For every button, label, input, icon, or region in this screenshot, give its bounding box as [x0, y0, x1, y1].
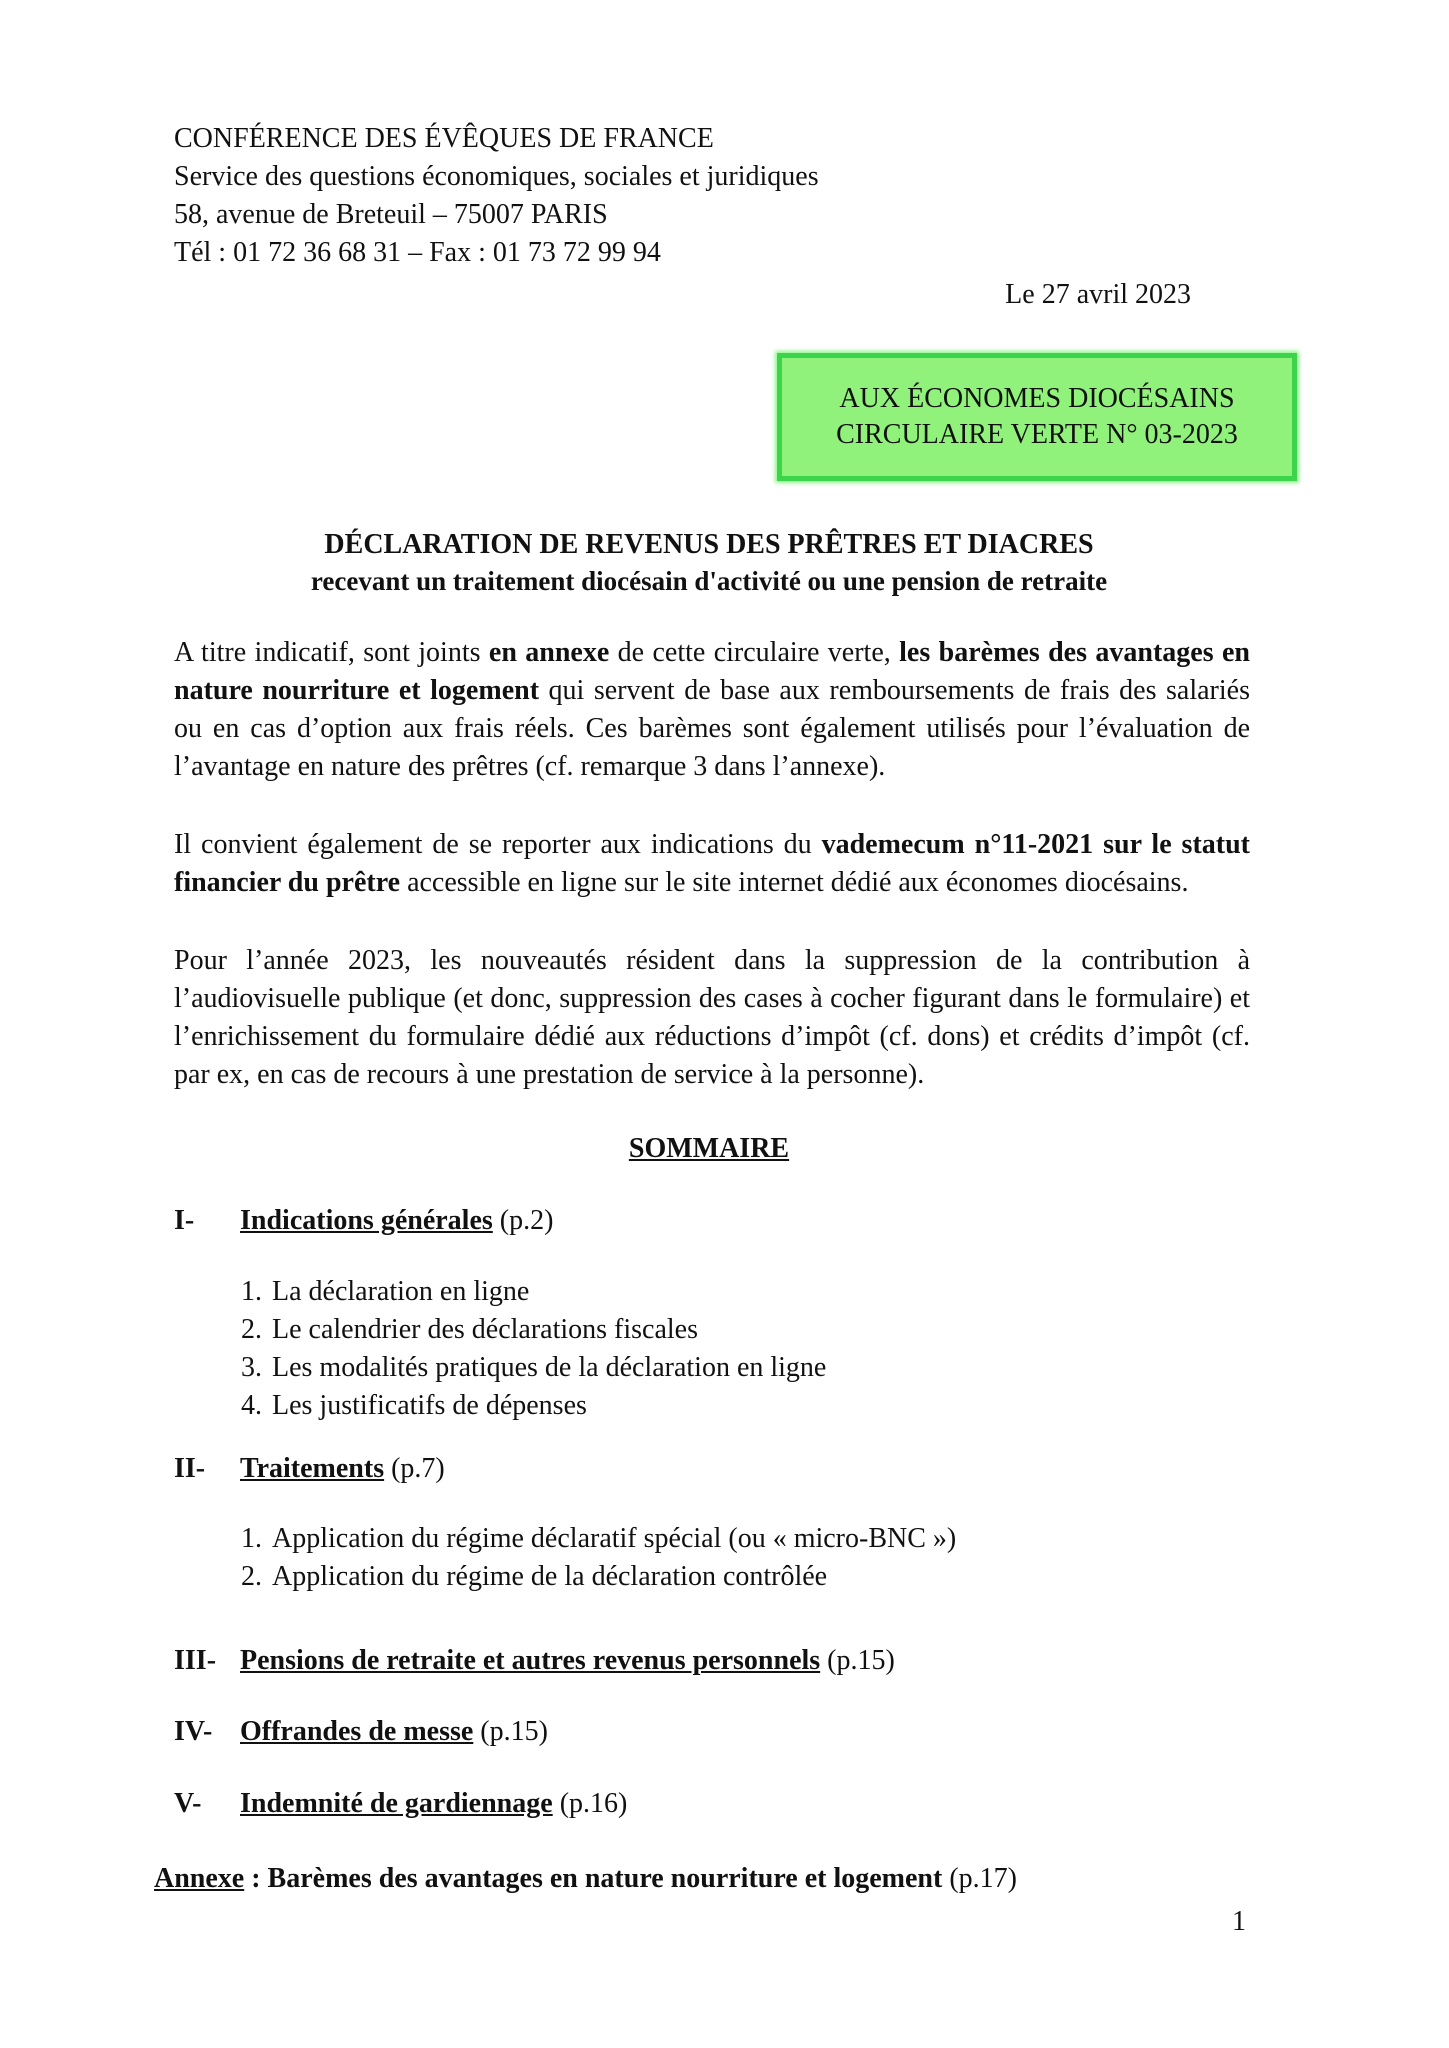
recipient-box [777, 353, 1297, 481]
bold-text: les barèmes des avantages en nature nourriture et logement [174, 637, 1250, 706]
item-text: Les justificatifs de dépenses [272, 1390, 587, 1421]
toc-section [174, 1202, 553, 1240]
section-number: III- [174, 1645, 217, 1676]
section-title: Traitements [240, 1453, 385, 1484]
section-title: Indications générales [240, 1205, 493, 1236]
section-number: IV- [174, 1716, 213, 1747]
annexe-label: Annexe [154, 1863, 245, 1894]
list-item [214, 1558, 956, 1596]
recipient-line: AUX ÉCONOMES DIOCÉSAINS [839, 383, 1235, 414]
item-number: 1. [241, 1523, 262, 1554]
list-item [214, 1387, 826, 1425]
bold-text: en annexe [488, 637, 610, 668]
item-number: 4. [241, 1390, 262, 1421]
sender-header [174, 120, 819, 272]
list-item [214, 1520, 956, 1558]
item-text: La déclaration en ligne [272, 1276, 530, 1307]
bold-text: vademecum n°11-2021 sur le statut financier du prêtre [174, 829, 1250, 898]
item-text: Application du régime de la déclaration contrôlée [272, 1561, 828, 1592]
item-text: Application du régime déclaratif spécial (ou « micro-BNC ») [272, 1523, 957, 1554]
intro-paragraph [174, 634, 1250, 786]
item-number: 1. [241, 1276, 262, 1307]
toc-sublist [214, 1273, 826, 1425]
document-subtitle: recevant un traitement diocésain d'activité ou une pension de retraite [310, 566, 1108, 596]
news-paragraph: Pour l’année 2023, les nouveautés résident dans la suppression de la contribution à l’audiovisuelle publique (et donc, suppression des cases à cocher figurant dans le formulaire) et l’enrichissement du formulaire dédié aux réductions d’impôt (cf. dons) et crédits d’impôt (cf. par ex, en cas de recours à une prestation de service à la personne). [174, 945, 1250, 1090]
text-run: de cette circulaire verte, [609, 637, 900, 668]
section-page: (p.2) [492, 1205, 554, 1236]
text-run: qui servent de base aux remboursements de frais des salariés ou en cas d’option aux frais réels. Ces barèmes sont également utilisés pour l’évaluation de l’avantage en nature des prêtres (cf. remarque 3 dans l’annexe). [174, 675, 1250, 782]
section-number: II- [174, 1453, 206, 1484]
section-page: (p.16) [552, 1788, 628, 1819]
contact-numbers: Tél : 01 72 36 68 31 – Fax : 01 73 72 99 94 [174, 237, 661, 268]
item-number: 3. [241, 1352, 262, 1383]
toc-section [174, 1713, 548, 1751]
circular-number: CIRCULAIRE VERTE N° 03-2023 [836, 419, 1238, 450]
toc-section [174, 1642, 895, 1680]
sommaire-heading: SOMMAIRE [628, 1133, 790, 1164]
item-number: 2. [241, 1561, 262, 1592]
section-title: Indemnité de gardiennage [240, 1788, 553, 1819]
organization-name: CONFÉRENCE DES ÉVÊQUES DE FRANCE [174, 123, 714, 154]
annexe-title: : Barèmes des avantages en nature nourriture et logement [244, 1863, 943, 1894]
list-item [214, 1311, 826, 1349]
section-number: I- [174, 1205, 195, 1236]
list-item [214, 1349, 826, 1387]
item-text: Les modalités pratiques de la déclaration en ligne [272, 1352, 827, 1383]
section-page: (p.15) [820, 1645, 895, 1676]
address: 58, avenue de Breteuil – 75007 PARIS [174, 199, 608, 230]
section-title: Offrandes de messe [240, 1716, 474, 1747]
section-title: Pensions de retraite et autres revenus personnels [240, 1645, 821, 1676]
document-title: DÉCLARATION DE REVENUS DES PRÊTRES ET DIACRES [324, 529, 1094, 560]
text-run: accessible en ligne sur le site internet dédié aux économes diocésains. [400, 867, 1189, 898]
toc-section [174, 1785, 627, 1823]
section-number: V- [174, 1788, 202, 1819]
vademecum-paragraph [174, 826, 1250, 902]
page-number: 1 [1232, 1906, 1246, 1937]
section-page: (p.7) [384, 1453, 445, 1484]
text-run: Il convient également de se reporter aux indications du [174, 829, 822, 860]
service-name: Service des questions économiques, sociales et juridiques [174, 161, 819, 192]
toc-section [174, 1450, 445, 1488]
toc-sublist [214, 1520, 956, 1596]
text-run: A titre indicatif, sont joints [174, 637, 489, 668]
section-page: (p.15) [473, 1716, 548, 1747]
annexe-page: (p.17) [942, 1863, 1017, 1894]
item-number: 2. [241, 1314, 262, 1345]
list-item [214, 1273, 826, 1311]
document-date: Le 27 avril 2023 [1005, 279, 1191, 310]
annexe-entry [154, 1860, 1017, 1898]
item-text: Le calendrier des déclarations fiscales [272, 1314, 699, 1345]
